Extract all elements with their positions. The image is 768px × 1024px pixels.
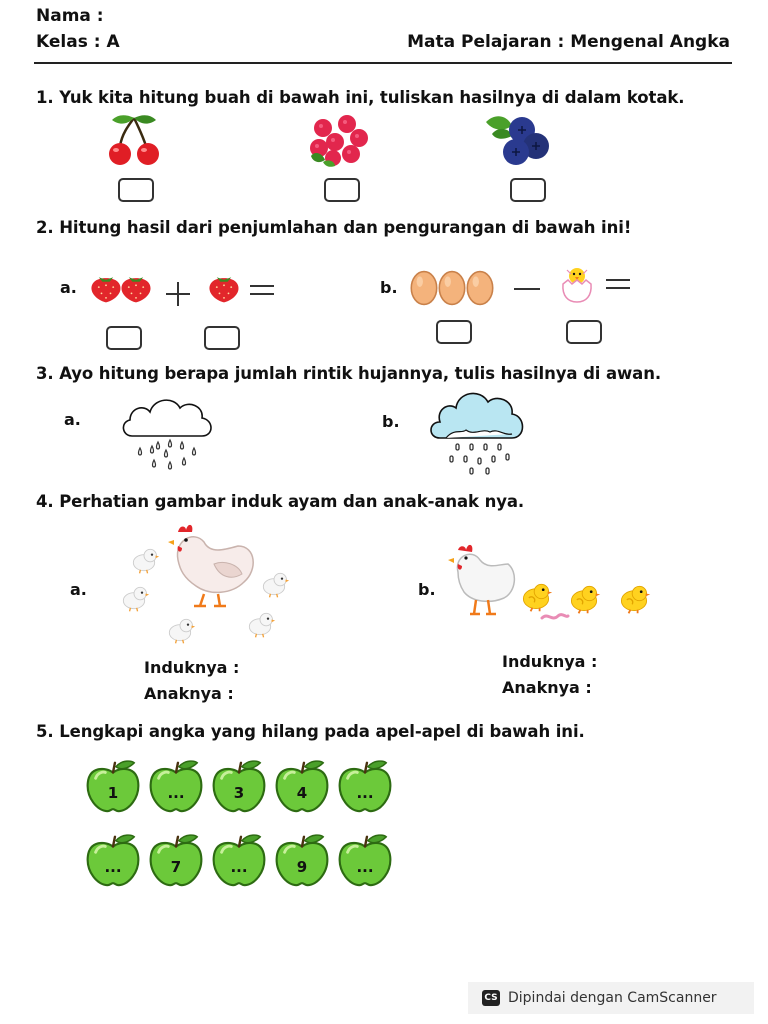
white-chick-icon <box>118 584 150 612</box>
apple-number: 1 <box>107 784 119 802</box>
cloud-a-icon <box>118 392 218 474</box>
apple-icon[interactable] <box>277 761 328 811</box>
q3-a-label: a. <box>64 410 81 429</box>
apple-icon[interactable] <box>277 835 328 885</box>
apple-group <box>84 758 399 818</box>
apple-number: ... <box>356 858 374 876</box>
white-chick-icon <box>258 570 290 598</box>
answer-box-cherry[interactable] <box>118 178 154 202</box>
blueberry-icon <box>482 112 554 168</box>
kelas-label: Kelas : A <box>36 32 120 52</box>
question-4-text: 4. Perhatian gambar induk ayam dan anak-anak nya. <box>36 492 525 511</box>
white-chick-icon <box>244 610 276 638</box>
question-5-text: 5. Lengkapi angka yang hilang pada apel-apel di bawah ini. <box>36 722 585 741</box>
apple-icon[interactable] <box>88 835 139 885</box>
raspberry-icon <box>305 114 375 168</box>
anak-label-a: Anaknya : <box>144 684 234 703</box>
answer-box-raspberry[interactable] <box>324 178 360 202</box>
apple-icon[interactable] <box>151 761 202 811</box>
apple-icon[interactable] <box>151 835 202 885</box>
apple-number: ... <box>356 784 374 802</box>
hen-icon <box>446 542 518 618</box>
q4-b-label: b. <box>418 580 436 599</box>
question-1-text: 1. Yuk kita hitung buah di bawah ini, tuliskan hasilnya di dalam kotak. <box>36 88 685 107</box>
apple-number: ... <box>230 858 248 876</box>
strawberry-icon <box>118 272 154 304</box>
apple-number: 4 <box>296 784 308 802</box>
minus-icon <box>512 284 542 294</box>
egg-icon <box>466 270 494 306</box>
answer-box-q2a-2[interactable] <box>204 326 240 350</box>
header-divider <box>34 62 732 64</box>
apple-row-1 <box>84 758 399 822</box>
strawberry-icon <box>206 272 242 304</box>
hen-icon <box>164 520 260 612</box>
apple-icon[interactable] <box>88 761 139 811</box>
camscanner-logo-icon: CS <box>482 990 500 1006</box>
q4-a-label: a. <box>70 580 87 599</box>
plus-icon <box>164 280 192 308</box>
answer-box-q2a-1[interactable] <box>106 326 142 350</box>
egg-icon <box>410 270 438 306</box>
subject-label: Mata Pelajaran : Mengenal Angka <box>407 32 730 52</box>
apple-number: 3 <box>233 784 245 802</box>
camscanner-stamp <box>468 982 754 1014</box>
apple-icon[interactable] <box>214 835 265 885</box>
equals-icon <box>248 282 276 298</box>
camscanner-text: Dipindai dengan CamScanner <box>508 990 717 1006</box>
anak-label-b: Anaknya : <box>502 678 592 697</box>
cloud-b-icon <box>426 384 530 476</box>
question-2-text: 2. Hitung hasil dari penjumlahan dan pengurangan di bawah ini! <box>36 218 632 237</box>
apple-group <box>84 832 399 892</box>
apple-row-2 <box>84 832 399 896</box>
answer-box-q2b-2[interactable] <box>566 320 602 344</box>
yellow-chick-icon <box>616 582 652 614</box>
nama-label: Nama : <box>36 6 104 26</box>
induk-label-a: Induknya : <box>144 658 240 677</box>
apple-icon[interactable] <box>340 761 391 811</box>
apple-number: 7 <box>170 858 182 876</box>
yellow-chick-icon <box>566 582 602 614</box>
apple-number: 9 <box>296 858 308 876</box>
q3-b-label: b. <box>382 412 400 431</box>
cherry-icon <box>104 112 164 170</box>
apple-number: ... <box>167 784 185 802</box>
q2-a-label: a. <box>60 278 77 297</box>
equals-icon <box>604 276 632 292</box>
apple-icon[interactable] <box>340 835 391 885</box>
worm-icon <box>540 612 570 622</box>
apple-icon[interactable] <box>214 761 265 811</box>
egg-icon <box>438 270 466 306</box>
question-3-text: 3. Ayo hitung berapa jumlah rintik hujannya, tulis hasilnya di awan. <box>36 364 662 383</box>
apple-number: ... <box>104 858 122 876</box>
white-chick-icon <box>128 546 160 574</box>
white-chick-icon <box>164 616 196 644</box>
answer-box-q2b-1[interactable] <box>436 320 472 344</box>
induk-label-b: Induknya : <box>502 652 598 671</box>
answer-box-blueberry[interactable] <box>510 178 546 202</box>
q2-b-label: b. <box>380 278 398 297</box>
hatching-chick-icon <box>560 264 594 304</box>
yellow-chick-icon <box>518 580 554 612</box>
